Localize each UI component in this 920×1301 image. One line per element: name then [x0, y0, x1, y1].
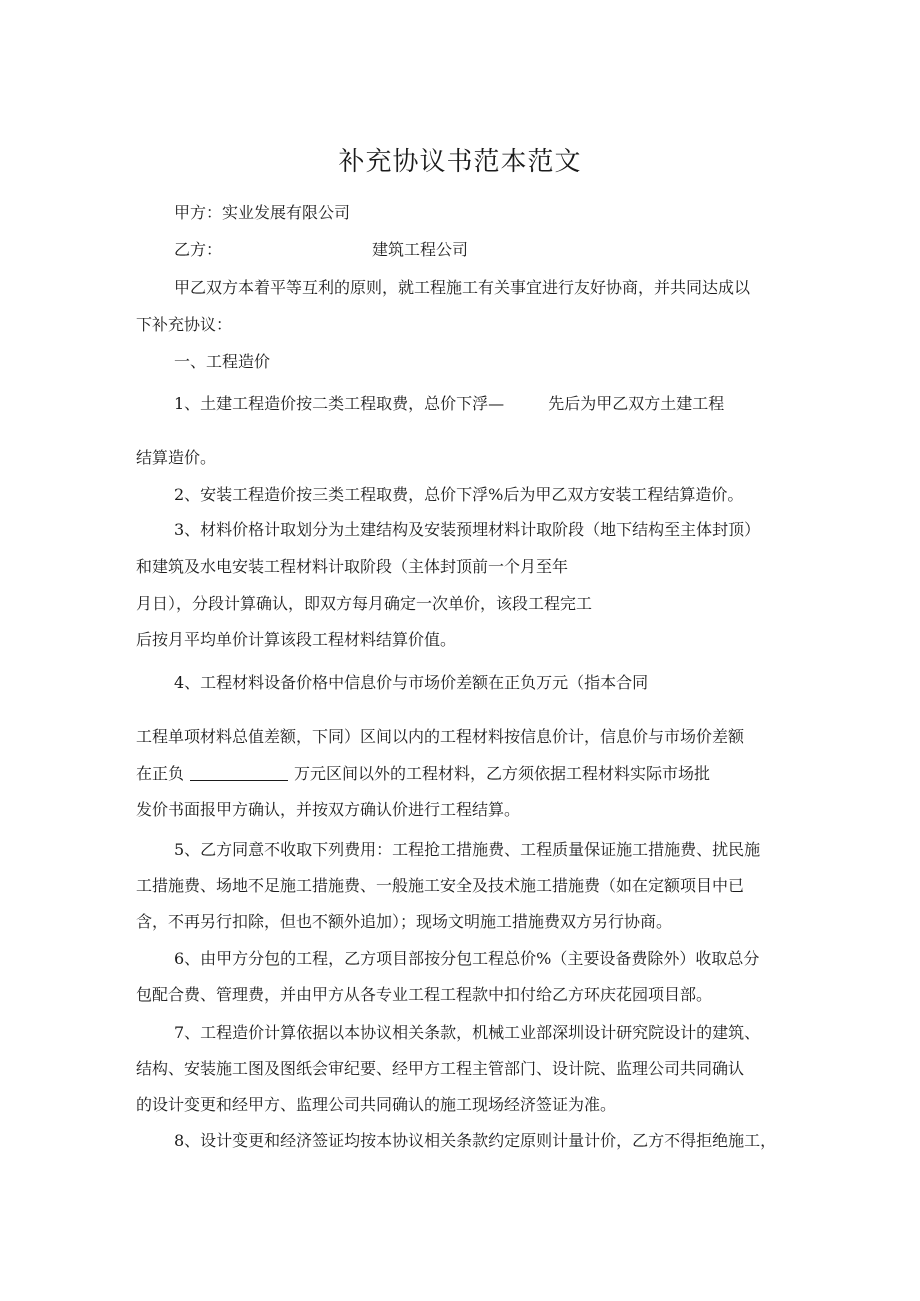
clause-3-line-4: 后按月平均单价计算该段工程材料结算价值。 [136, 630, 457, 649]
clause-5-line-1: 5、乙方同意不收取下列费用：工程抢工措施费、工程质量保证施工措施费、扰民施 [174, 840, 761, 859]
clause-1-line-2: 结算造价。 [136, 448, 217, 467]
intro-line-1: 甲乙双方本着平等互利的原则，就工程施工有关事宜进行友好协商，并共同达成以 [174, 278, 751, 297]
clause-3-line-1: 3、材料价格计取划分为土建结构及安装预埋材料计取阶段（地下结构至主体封顶） [174, 520, 761, 539]
clause-1-part-a: 1、土建工程造价按二类工程取费，总价下浮— [174, 394, 505, 413]
clause-7-line-3: 的设计变更和经甲方、监理公司共同确认的施工现场经济签证为准。 [136, 1095, 617, 1114]
clause-5-line-3: 含，不再另行扣除，但也不额外追加）；现场文明施工措施费双方另行协商。 [136, 912, 673, 931]
clause-4-line-4: 发价书面报甲方确认，并按双方确认价进行工程结算。 [136, 800, 521, 819]
clause-1-part-b: 先后为甲乙双方土建工程 [548, 394, 725, 413]
clause-7-line-1: 7、工程造价计算依据以本协议相关条款，机械工业部深圳设计研究院设计的建筑、 [174, 1023, 761, 1042]
clause-3-line-2: 和建筑及水电安装工程材料计取阶段（主体封顶前一个月至年 [136, 557, 569, 576]
clause-3-line-3: 月日），分段计算确认，即双方每月确定一次单价，该段工程完工 [136, 594, 593, 613]
clause-4-line-2: 工程单项材料总值差额，下同）区间以内的工程材料按信息价计，信息价与市场价差额 [136, 727, 745, 746]
fill-in-blank [190, 764, 288, 781]
clause-7-line-2: 结构、安装施工图及图纸会审纪要、经甲方工程主管部门、设计院、监理公司共同确认 [136, 1059, 745, 1078]
clause-6-line-1: 6、由甲方分包的工程，乙方项目部按分包工程总价%（主要设备费除外）收取总分 [174, 949, 760, 968]
document-title: 补充协议书范本范文 [338, 147, 582, 177]
clause-5-line-2: 工措施费、场地不足施工措施费、一般施工安全及技术施工措施费（如在定额项目中已 [136, 876, 745, 895]
section-1-heading: 一、工程造价 [174, 352, 271, 371]
clause-2-line: 2、安装工程造价按三类工程取费，总价下浮%后为甲乙双方安装工程结算造价。 [174, 485, 744, 504]
intro-line-2: 下补充协议： [136, 315, 233, 334]
party-b-line [174, 238, 468, 262]
clause-4-part-post: 万元区间以外的工程材料，乙方须依据工程材料实际市场批 [294, 764, 711, 783]
party-b-label: 乙方： [174, 240, 223, 259]
party-b-name: 建筑工程公司 [372, 240, 469, 259]
clause-6-line-2: 包配合费、管理费，并由甲方从各专业工程工程款中扣付给乙方环庆花园项目部。 [136, 985, 713, 1004]
clause-1-line-1 [174, 392, 724, 416]
clause-8-line-1: 8、设计变更和经济签证均按本协议相关条款约定原则计量计价，乙方不得拒绝施工， [174, 1131, 777, 1150]
party-a-line: 甲方：实业发展有限公司 [174, 203, 351, 222]
clause-4-line-3 [136, 762, 710, 786]
clause-4-line-1: 4、工程材料设备价格中信息价与市场价差额在正负万元（指本合同 [174, 673, 649, 692]
clause-4-part-pre: 在正负 [136, 764, 185, 783]
